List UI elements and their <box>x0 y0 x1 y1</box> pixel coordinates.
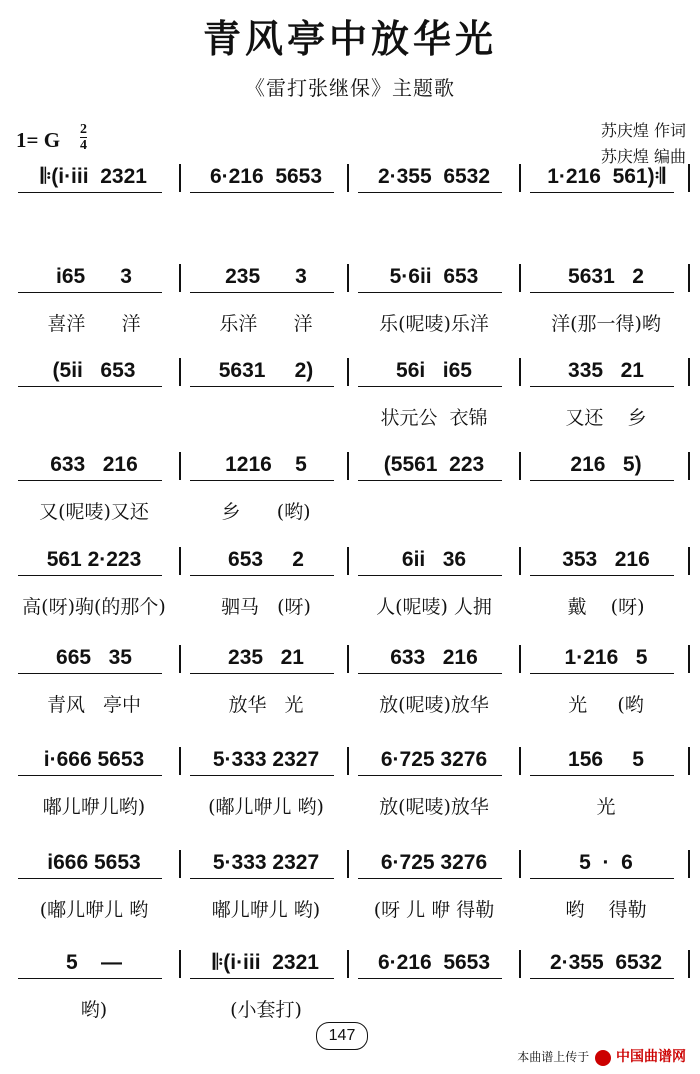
beam-line <box>530 673 674 674</box>
measure-notes: i65 3 <box>56 265 132 288</box>
bar-line <box>688 747 690 775</box>
notation-line <box>10 948 692 982</box>
measure-lyrics: 喜洋 洋 <box>47 313 141 335</box>
measure-notes: 5631 2) <box>218 359 314 382</box>
notation-line <box>10 450 692 484</box>
notation-line <box>10 545 692 579</box>
measure-lyrics: 嘟儿咿儿哟) <box>42 796 146 818</box>
bar-line <box>519 950 521 978</box>
composer-credit: 苏庆煌 编曲 <box>600 147 686 166</box>
lyrics-line <box>10 691 692 719</box>
meter-bottom: 4 <box>80 138 87 153</box>
measure-notes: 5 — <box>65 951 123 974</box>
bar-line <box>347 645 349 673</box>
measure-lyrics: 嘟儿咿儿 哟) <box>211 899 321 921</box>
lyrics-line <box>10 896 692 924</box>
measure-notes: 5·333 2327 <box>212 748 320 771</box>
measure-notes: 5 · 6 <box>579 851 633 874</box>
bar-line <box>688 358 690 386</box>
measure-lyrics: (嘟儿咿儿 哟 <box>39 899 149 921</box>
beam-line <box>190 292 334 293</box>
measure-lyrics: 又(呢唛)又还 <box>39 501 149 523</box>
beam-line <box>358 775 502 776</box>
measure-lyrics: 状元公 衣锦 <box>380 407 488 429</box>
lyrics-line <box>10 498 692 526</box>
measure-notes: 633 216 <box>390 646 478 669</box>
measure-notes: 5·333 2327 <box>212 851 320 874</box>
measure-lyrics: 驷马 (呀) <box>221 596 311 618</box>
beam-line <box>358 673 502 674</box>
measure-lyrics: 放(呢唛)放华 <box>379 796 489 818</box>
beam-line <box>18 673 162 674</box>
time-signature <box>80 122 87 153</box>
bar-line <box>179 547 181 575</box>
bar-line <box>688 547 690 575</box>
bar-line <box>688 164 690 192</box>
measure-notes: 2·355 6532 <box>377 165 491 188</box>
bar-line <box>688 645 690 673</box>
measure-lyrics: (呀 儿 咿 得勒 <box>373 899 495 921</box>
measure-lyrics: 人(呢唛) 人拥 <box>376 596 492 618</box>
beam-line <box>190 192 334 193</box>
bar-line <box>519 164 521 192</box>
bar-line <box>347 950 349 978</box>
measure-lyrics: 放(呢唛)放华 <box>379 694 489 716</box>
key-signature: 1= G <box>16 128 61 152</box>
measure-notes: 1216 5 <box>225 453 307 476</box>
measure-lyrics: 洋(那一得)哟 <box>551 313 661 335</box>
beam-line <box>358 878 502 879</box>
measure-lyrics: 乐洋 洋 <box>219 313 313 335</box>
measure-notes: (5561 223 <box>383 453 485 476</box>
bar-line <box>179 358 181 386</box>
measure-notes: 353 216 <box>562 548 650 571</box>
bar-line <box>519 747 521 775</box>
bar-line <box>347 547 349 575</box>
bar-line <box>519 850 521 878</box>
beam-line <box>358 386 502 387</box>
beam-line <box>18 878 162 879</box>
beam-line <box>358 192 502 193</box>
measure-notes: 6ii 36 <box>401 548 467 571</box>
beam-line <box>530 192 674 193</box>
bar-line <box>347 264 349 292</box>
bar-line <box>179 452 181 480</box>
measure-lyrics: 乐(呢唛)乐洋 <box>379 313 489 335</box>
measure-notes: 235 3 <box>225 265 307 288</box>
beam-line <box>190 878 334 879</box>
lyrics-line <box>10 593 692 621</box>
measure-lyrics: 哟) <box>80 999 108 1021</box>
bar-line <box>347 452 349 480</box>
beam-line <box>530 480 674 481</box>
lyrics-line <box>10 793 692 821</box>
page-number: 147 <box>316 1022 368 1050</box>
bar-line <box>688 452 690 480</box>
beam-line <box>358 480 502 481</box>
measure-notes: 5·6ii 653 <box>389 265 479 288</box>
beam-line <box>190 673 334 674</box>
footer-site: 中国曲谱网 <box>616 1048 686 1064</box>
measure-notes: 6·216 5653 <box>377 951 491 974</box>
beam-line <box>190 386 334 387</box>
beam-line <box>18 292 162 293</box>
beam-line <box>18 480 162 481</box>
measure-notes: 665 35 <box>56 646 132 669</box>
notation-line <box>10 262 692 296</box>
measure-lyrics: 光 <box>596 796 616 818</box>
measure-lyrics: 高(呀)驹(的那个) <box>22 596 166 618</box>
bar-line <box>347 358 349 386</box>
beam-line <box>190 575 334 576</box>
footer-text: 本曲谱上传于 <box>517 1050 590 1064</box>
measure-lyrics: (小套打) <box>230 999 302 1021</box>
site-logo-icon <box>595 1050 611 1066</box>
bar-line <box>688 950 690 978</box>
notation-line <box>10 643 692 677</box>
measure-lyrics: 乡 (哟) <box>221 501 311 523</box>
measure-lyrics: 青风 亭中 <box>46 694 142 716</box>
measure-notes: 156 5 <box>568 748 644 771</box>
beam-line <box>190 775 334 776</box>
measure-notes: i·666 5653 <box>43 748 145 771</box>
bar-line <box>519 452 521 480</box>
measure-notes: 633 216 <box>50 453 138 476</box>
measure-notes: 6·725 3276 <box>380 748 488 771</box>
measure-lyrics: 放华 光 <box>228 694 304 716</box>
beam-line <box>530 978 674 979</box>
measure-notes: 56i i65 <box>396 359 472 382</box>
measure-notes: (5ii 653 <box>52 359 136 382</box>
measure-notes: 1·216 561)𝄇 <box>547 165 665 188</box>
measure-notes: i666 5653 <box>47 851 141 874</box>
measure-notes: 𝄆(i·iii 2321 <box>213 951 319 974</box>
beam-line <box>530 575 674 576</box>
beam-line <box>190 978 334 979</box>
measure-lyrics: 哟 得勒 <box>565 899 647 921</box>
bar-line <box>347 850 349 878</box>
measure-notes: 335 21 <box>568 359 644 382</box>
bar-line <box>179 164 181 192</box>
beam-line <box>530 775 674 776</box>
bar-line <box>519 264 521 292</box>
measure-notes: 6·725 3276 <box>380 851 488 874</box>
notation-line <box>10 848 692 882</box>
measure-notes: 5631 2 <box>568 265 644 288</box>
beam-line <box>358 978 502 979</box>
bar-line <box>519 358 521 386</box>
bar-line <box>688 850 690 878</box>
beam-line <box>530 878 674 879</box>
notation-line <box>10 162 692 196</box>
measure-lyrics: (嘟儿咿儿 哟) <box>208 796 324 818</box>
measure-notes: 653 2 <box>228 548 304 571</box>
beam-line <box>18 978 162 979</box>
song-subtitle: 《雷打张继保》主题歌 <box>245 76 455 100</box>
measure-notes: 𝄆(i·iii 2321 <box>41 165 147 188</box>
bar-line <box>688 264 690 292</box>
measure-notes: 6·216 5653 <box>209 165 323 188</box>
beam-line <box>358 575 502 576</box>
bar-line <box>179 747 181 775</box>
beam-line <box>358 292 502 293</box>
measure-notes: 561 2·223 <box>46 548 142 571</box>
beam-line <box>18 575 162 576</box>
footer-note <box>517 1046 686 1066</box>
beam-line <box>190 480 334 481</box>
bar-line <box>179 264 181 292</box>
beam-line <box>18 775 162 776</box>
bar-line <box>347 747 349 775</box>
measure-notes: 235 21 <box>228 646 304 669</box>
bar-line <box>179 645 181 673</box>
bar-line <box>519 645 521 673</box>
beam-line <box>530 386 674 387</box>
measure-lyrics: 光 (哟 <box>568 694 644 716</box>
meter-top: 2 <box>80 122 87 137</box>
song-title: 青风亭中放华光 <box>202 16 497 61</box>
beam-line <box>18 386 162 387</box>
bar-line <box>179 850 181 878</box>
beam-line <box>530 292 674 293</box>
measure-lyrics: 戴 (呀) <box>567 596 645 618</box>
notation-line <box>10 356 692 390</box>
measure-notes: 1·216 5 <box>564 646 648 669</box>
lyricist-credit: 苏庆煌 作词 <box>600 121 686 140</box>
measure-lyrics: 又还 乡 <box>565 407 647 429</box>
lyrics-line <box>10 404 692 432</box>
beam-line <box>18 192 162 193</box>
notation-line <box>10 745 692 779</box>
lyrics-line <box>10 310 692 338</box>
bar-line <box>519 547 521 575</box>
bar-line <box>179 950 181 978</box>
measure-notes: 2·355 6532 <box>549 951 663 974</box>
bar-line <box>347 164 349 192</box>
lyrics-line <box>10 996 692 1024</box>
measure-notes: 216 5) <box>570 453 642 476</box>
